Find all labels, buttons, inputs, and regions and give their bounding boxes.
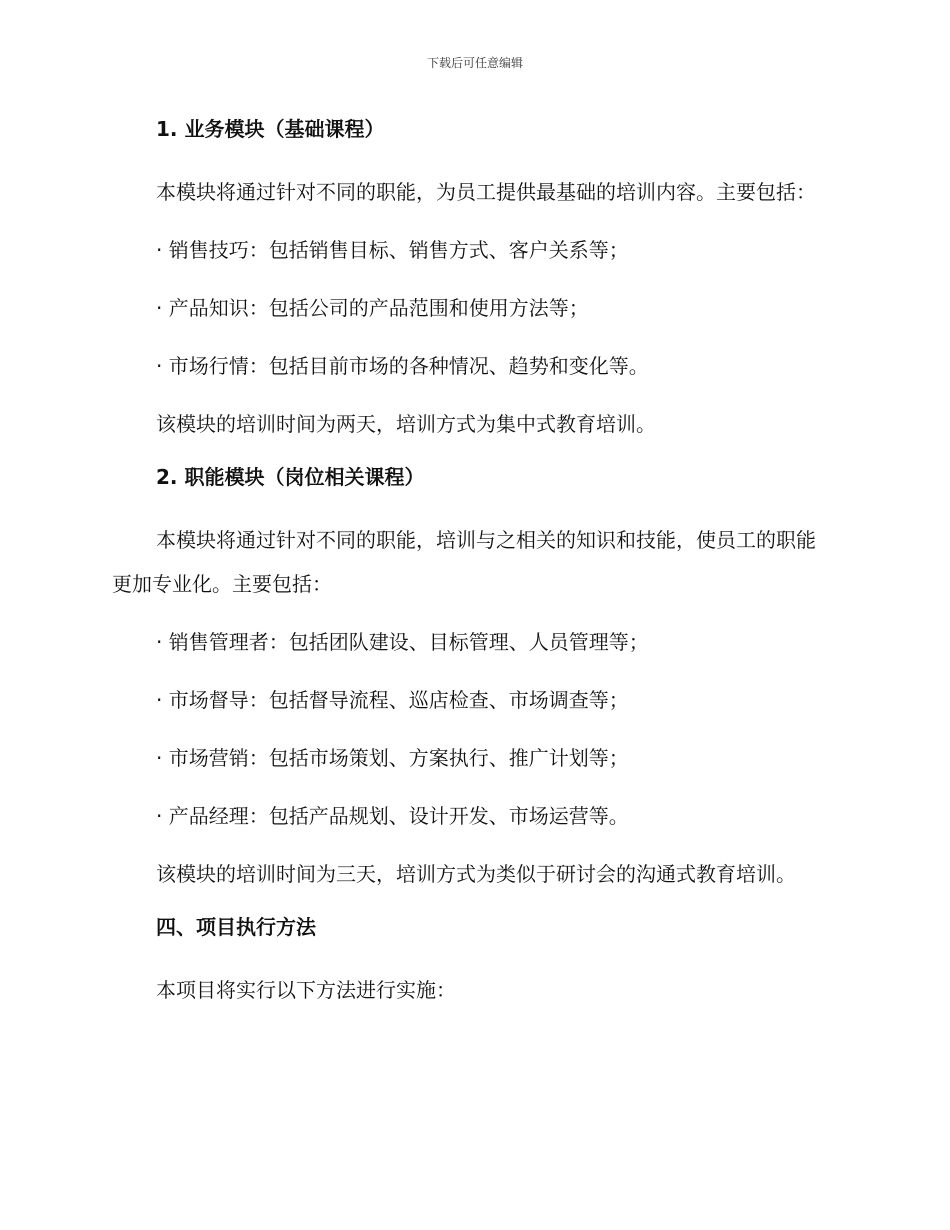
section-heading: 四、项目执行方法 xyxy=(156,915,316,939)
section-intro: 本模块将通过针对不同的职能，为员工提供最基础的培训内容。主要包括： xyxy=(156,180,816,204)
section-closing: 该模块的培训时间为三天，培训方式为类似于研讨会的沟通式教育培训。 xyxy=(156,862,796,886)
section-business-module xyxy=(112,112,830,446)
section-heading: 1. 业务模块（基础课程） xyxy=(156,117,385,141)
list-item: · 产品经理：包括产品规划、设计开发、市场运营等。 xyxy=(156,804,629,828)
document-body xyxy=(112,112,830,1026)
header-note: 下载后可任意编辑 xyxy=(426,56,523,70)
section-intro: 本项目将实行以下方法进行实施： xyxy=(156,978,456,1002)
section-intro: 本模块将通过针对不同的职能，培训与之相关的知识和技能，使员工的职能更加专业化。主要包括： xyxy=(112,528,816,596)
section-closing: 该模块的培训时间为两天，培训方式为集中式教育培训。 xyxy=(156,412,656,436)
list-item: · 市场督导：包括督导流程、巡店检查、市场调查等； xyxy=(156,688,629,712)
list-item: · 市场营销：包括市场策划、方案执行、推广计划等； xyxy=(156,746,629,770)
list-item: · 市场行情：包括目前市场的各种情况、趋势和变化等。 xyxy=(156,354,649,378)
list-item: · 销售技巧：包括销售目标、销售方式、客户关系等； xyxy=(156,238,629,262)
section-heading: 2. 职能模块（岗位相关课程） xyxy=(156,465,425,489)
section-execution-method xyxy=(112,910,830,1012)
list-item: · 产品知识：包括公司的产品范围和使用方法等； xyxy=(156,296,589,320)
section-function-module xyxy=(112,460,830,896)
list-item: · 销售管理者：包括团队建设、目标管理、人员管理等； xyxy=(156,630,649,654)
